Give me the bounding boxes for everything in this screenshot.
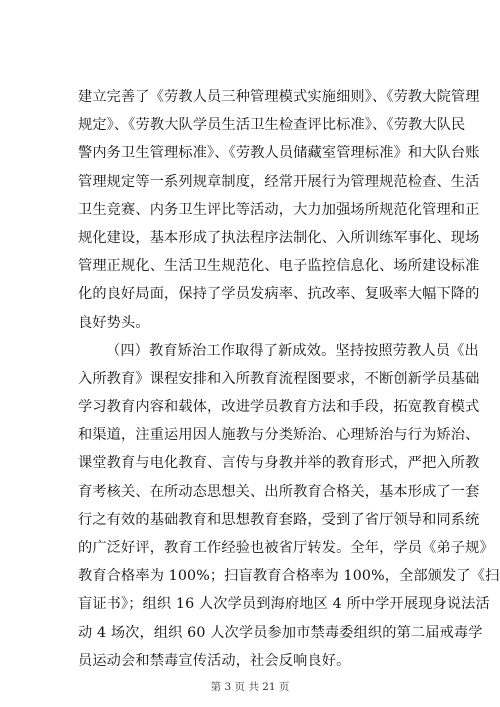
text-line: 入所教育》课程安排和入所教育流程图要求，不断创新学员基础 [78, 370, 480, 387]
text-line: 行之有效的基础教育和思想教育套路，受到了省厅领导和同系统 [78, 511, 480, 528]
text-line: 学习教育内容和载体，改进学员教育方法和手段，拓宽教育模式 [78, 399, 480, 416]
text-line: 规定》、《劳教大队学员生活卫生检查评比标准》、《劳教大队民 [78, 117, 466, 134]
page-number-footer: 第 3 页 共 21 页 [210, 681, 290, 693]
text-line: 管理规定等一系列规章制度，经常开展行为管理规范检查、生活 [78, 173, 480, 190]
text-line: 良好势头。 [78, 314, 150, 331]
text-line: 警内务卫生管理标准》、《劳教人员储藏室管理标准》和大队台账 [78, 145, 480, 162]
text-line: 教育合格率为 100%；扫盲教育合格率为 100%，全部颁发了《扫 [78, 568, 500, 585]
text-line: 卫生竞赛、内务卫生评比等活动，大力加强场所规范化管理和正 [78, 201, 480, 218]
document-body [78, 83, 500, 675]
paragraph-start-line: （四）教育矫治工作取得了新成效。坚持按照劳教人员《出 [106, 342, 479, 359]
text-line: 动 4 场次，组织 60 人次学员参加市禁毒委组织的第二届戒毒学 [78, 624, 483, 641]
text-line: 育考核关、在所动态思想关、出所教育合格关，基本形成了一套 [78, 483, 480, 500]
text-line: 课堂教育与电化教育、言传与身教并举的教育形式，严把入所教 [78, 455, 480, 472]
text-line: 盲证书》；组织 16 人次学员到海府地区 4 所中学开展现身说法活 [78, 596, 490, 613]
text-line: 管理正规化、生活卫生规范化、电子监控信息化、场所建设标准 [78, 258, 480, 275]
text-line: 和渠道，注重运用因人施教与分类矫治、心理矫治与行为矫治、 [78, 427, 480, 444]
text-line: 化的良好局面，保持了学员发病率、抗改率、复吸率大幅下降的 [78, 286, 480, 303]
text-line: 规化建设，基本形成了执法程序法制化、入所训练军事化、现场 [78, 229, 480, 246]
text-line: 的广泛好评，教育工作经验也被省厅转发。全年，学员《弟子规》 [78, 540, 494, 556]
text-line: 建立完善了《劳教人员三种管理模式实施细则》、《劳教大院管理 [78, 89, 480, 105]
text-line: 员运动会和禁毒宣传活动，社会反响良好。 [78, 652, 351, 669]
